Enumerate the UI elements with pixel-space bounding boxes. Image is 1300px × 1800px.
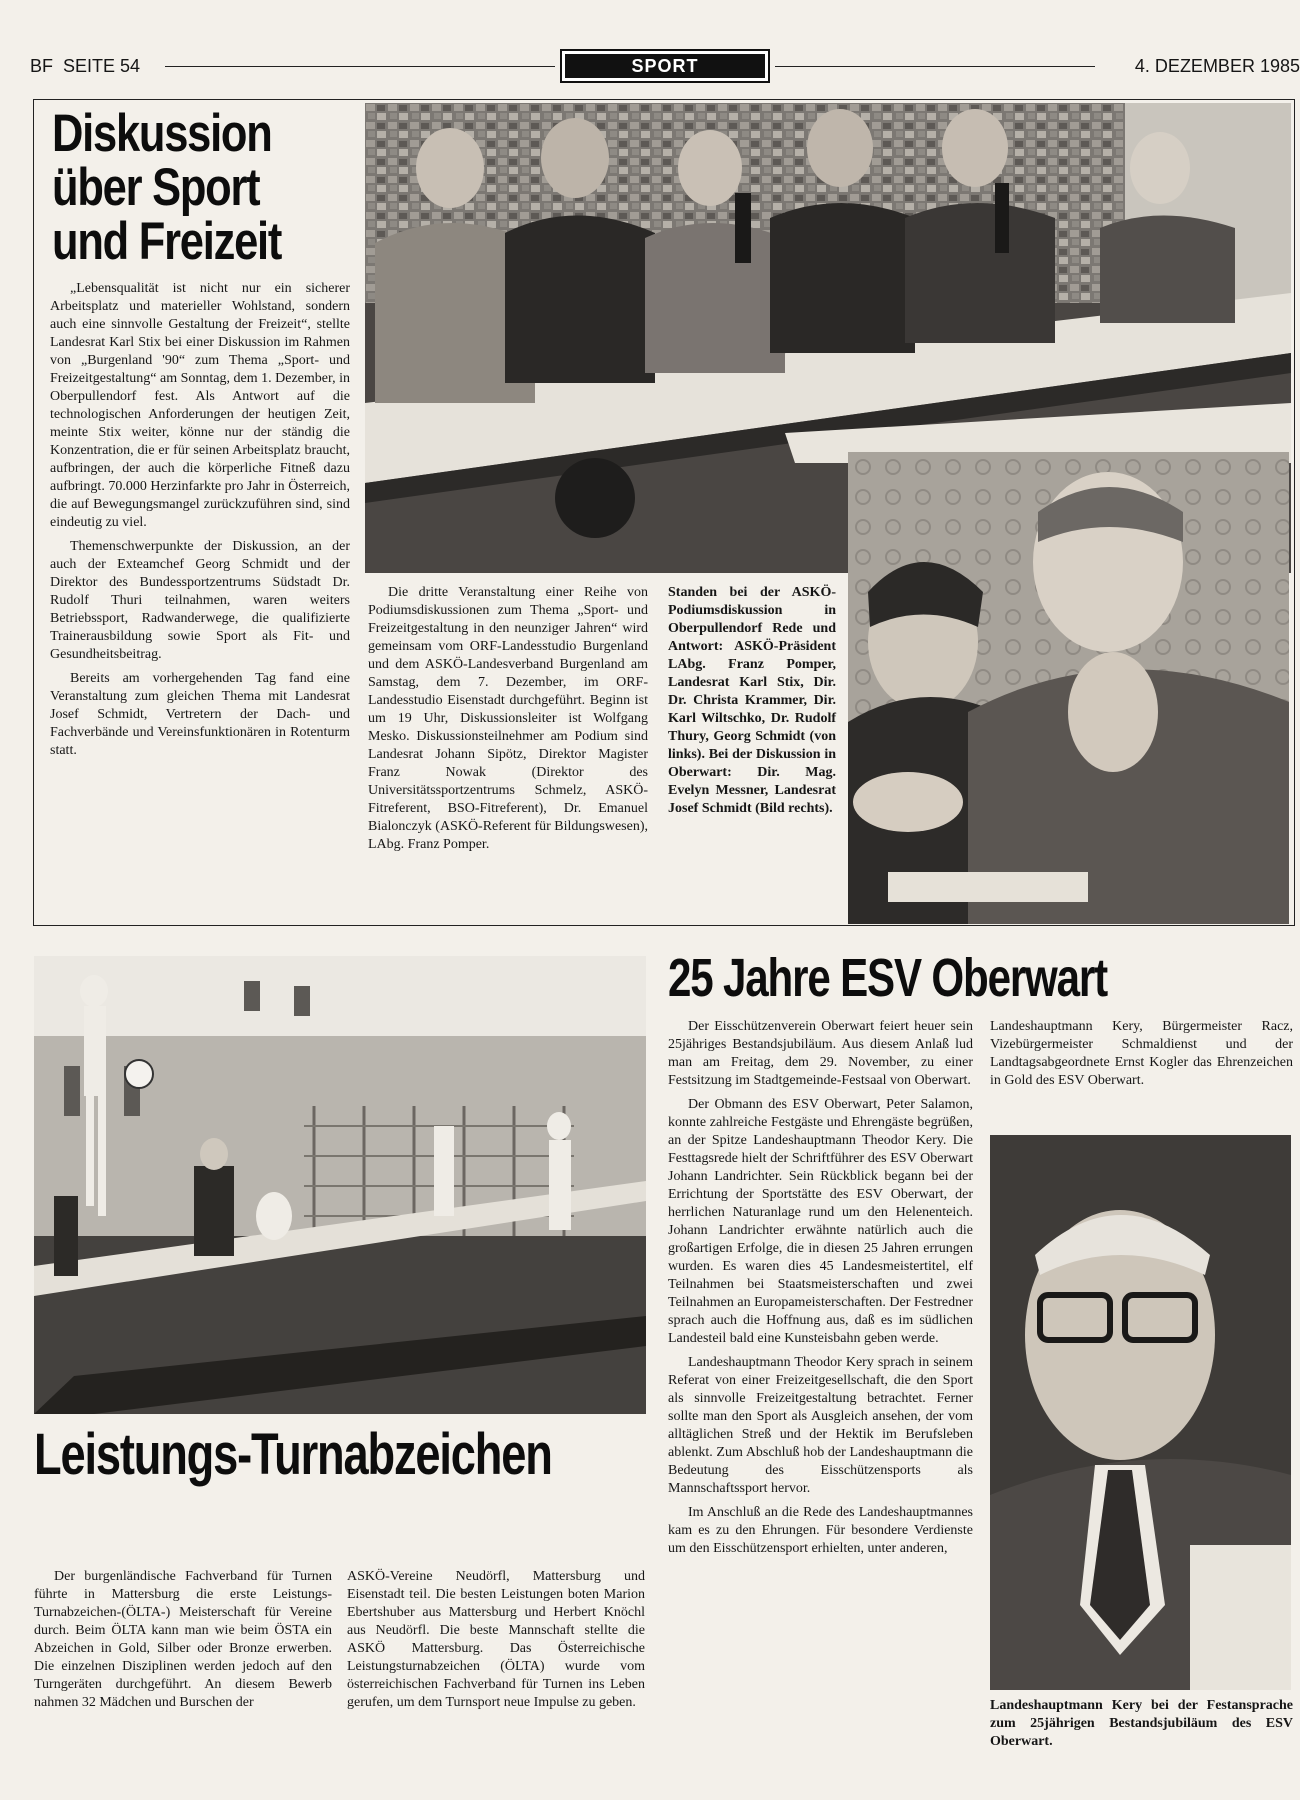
paragraph: Landeshauptmann Theodor Kery sprach in seinem Referat von einer Freizeitgesellschaft, die den Sport als sinnvolle Freizeitgestaltung betrachtet. Ferner sollte man den Sport als Ausgleich ansehen, der vom alltäglichen Streß und der Hektik im Berufsleben ablenkt. Zum Abschluß hob der Landeshauptmann die Bedeutung des Eisschützensports als Mannschaftssport hervor. [668,1355,973,1496]
headline-line: und Freizeit [52,212,282,272]
header-rule-left [165,66,555,67]
article-body-turn-col1: Der burgenländische Fachverband für Turnen führte in Mattersburg die erste Leistungs-Turnabzeichen-(ÖLTA-) Meisterschaft für Vereine durch. Beim ÖLTA kann man wie beim ÖSTA ein Abzeichen in Gold, Silber oder Bronze erwerben. Die einzelnen Disziplinen werden jedoch auf den Turngeräten durchgeführt. An diesem Bewerb nahmen 32 Mädchen und Burschen der [34,1569,332,1710]
article-body-esv-col1 [668,1018,973,1564]
article-headline-turnabzeichen: Leistungs-Turnabzeichen [34,1422,552,1487]
photo-landeshauptmann-kery [990,1135,1291,1690]
paragraph: Themenschwerpunkte der Diskussion, an der auch der Exteamchef Georg Schmidt und der Direktor des Bundessportzentrums Südstadt Dr. Rudolf Thuri teilnahmen, waren weiters Betriebssport, Radwanderwege, die qualifizierte Trainerausbildung sowie Sport als Fit- und Gesundheitsbeitrag. [50,539,350,662]
paragraph: Im Anschluß an die Rede des Landeshauptmannes kam es zu den Ehrungen. Für besondere Verdienste um den Eisschützensport erhielten, unter anderen, [668,1505,973,1556]
paragraph: Bereits am vorhergehenden Tag fand eine Veranstaltung zum gleichen Thema mit Landesrat Josef Schmidt, Vertretern der Dach- und Fachverbände und Vereinsfunktionären in Rotenturm statt. [50,671,350,758]
photo-caption-kery: Landeshauptmann Kery bei der Festansprache zum 25jährigen Bestandsjubiläum des ESV Oberwart. [990,1698,1293,1749]
article-body-middle: Die dritte Veranstaltung einer Reihe von Podiumsdiskussionen zum Thema „Sport- und Freizeitgestaltung in den neunziger Jahren“ wird gemeinsam vom ORF-Landesstudio Burgenland und dem ASKÖ-Landesverband Burgenland am Samstag, dem 7. Dezember, im ORF-Landesstudio Eisenstadt durchgeführt. Beginn ist um 19 Uhr, Diskussionsleiter ist Wolfgang Mesko. Diskussionsteilnehmer am Podium sind Landesrat Johann Sipötz, Direktor Magister Franz Nowak (Direktor des Universitätssportzentrums Schmelz, ASKÖ-Fitreferent, BSO-Fitreferent), Dr. Emanuel Bialonczyk (ASKÖ-Referent für Bildungswesen), LAbg. Franz Pomper. [368,585,648,852]
section-label-box [560,49,770,83]
article-body-diskussion [50,280,350,766]
article-headline-diskussion [52,104,323,272]
section-label: SPORT [565,54,765,78]
headline-line: über Sport [52,158,260,218]
article-headline-esv: 25 Jahre ESV Oberwart [668,948,1107,1008]
photo-gymnastics [34,956,646,1414]
page-number: BF SEITE 54 [30,56,141,76]
headline-line: Diskussion [52,104,272,163]
issue-date: 4. DEZEMBER 1985 [1134,56,1300,76]
header-rule-right [775,66,1095,67]
paragraph: Der Obmann des ESV Oberwart, Peter Salamon, konnte zahlreiche Festgäste und Ehrengäste begrüßen, an der Spitze Landeshauptmann Theodor Kery. Die Festtagsrede hielt der Schriftführer des ESV Oberwart Johann Landrichter. Sein Rückblick begann bei der Errichtung der Sportstätte des ESV Oberwart, der herrlichen Naturanlage rund um den Helenenteich. Johann Landrichter erwähnte natürlich auch die großartigen Erfolge, die in diesen 25 Jahren errungen wurden. Es waren dies 45 Landesmeistertitel, elf Teilnahmen bei Staatsmeisterschaften und zwei Teilnahmen an Europameisterschaften. Der Festredner sprach auch die Hoffnung aus, daß es im südlichen Landesteil bald eine Kunsteisbahn geben werde. [668,1097,973,1346]
article-body-esv-col2: Landeshauptmann Kery, Bürgermeister Racz, Vizebürgermeister Schmaldienst und der Landtagsabgeordnete Ernst Kogler das Ehrenzeichen in Gold des ESV Oberwart. [990,1019,1293,1088]
article-body-turn-col2: ASKÖ-Vereine Neudörfl, Mattersburg und Eisenstadt teil. Die besten Leistungen boten Marion Ebertshuber aus Mattersburg und Herbert Knöchl aus Neudörfl. Die beste Mannschaft stellte die ASKÖ Mattersburg. Das Österreichische Leistungsturnabzeichen (ÖLTA) wurde vom österreichischen Fachverband für Turnen ins Leben gerufen, um dem Turnsport neue Impulse zu geben. [347,1569,645,1710]
photo-caption-diskussion: Standen bei der ASKÖ-Podiumsdiskussion in Oberpullendorf Rede und Antwort: ASKÖ-Präsident LAbg. Franz Pomper, Landesrat Karl Stix, Dir. Dr. Christa Krammer, Dir. Karl Wiltschko, Dr. Rudolf Thury, Georg Schmidt (von links). Bei der Diskussion in Oberwart: Dir. Mag. Evelyn Messner, Landesrat Josef Schmidt (Bild rechts). [668,585,836,816]
paragraph: Der Eisschützenverein Oberwart feiert heuer sein 25jähriges Bestandsjubiläum. Aus diesem Anlaß lud man am Freitag, dem 29. November, zu einer Festsitzung im Stadtgemeinde-Festsaal von Oberwart. [668,1019,973,1088]
photo-discussion-oberwart [848,452,1289,924]
paragraph: „Lebensqualität ist nicht nur ein sicherer Arbeitsplatz und materieller Wohlstand, sondern auch eine sinnvolle Gestaltung der Freizeit“, stellte Landesrat Karl Stix bei einer Diskussion im Rahmen von „Burgenland '90“ zum Thema „Sport- und Freizeitgestaltung“ am Sonntag, dem 1. Dezember, in Oberpullendorf fest. Als Antwort auf die technologischen Anforderungen der heutigen Zeit, meinte Stix weiter, könne nur der ständig die Konzentration, die er für seinen Arbeitsplatz braucht, aufbringen, der auch die körperliche Fitneß dazu aufbringt. 70.000 Herzinfarkte pro Jahr in Österreich, die auf Bewegungsmangel zurückzuführen sind, sind eindeutig zu viel. [50,281,350,530]
